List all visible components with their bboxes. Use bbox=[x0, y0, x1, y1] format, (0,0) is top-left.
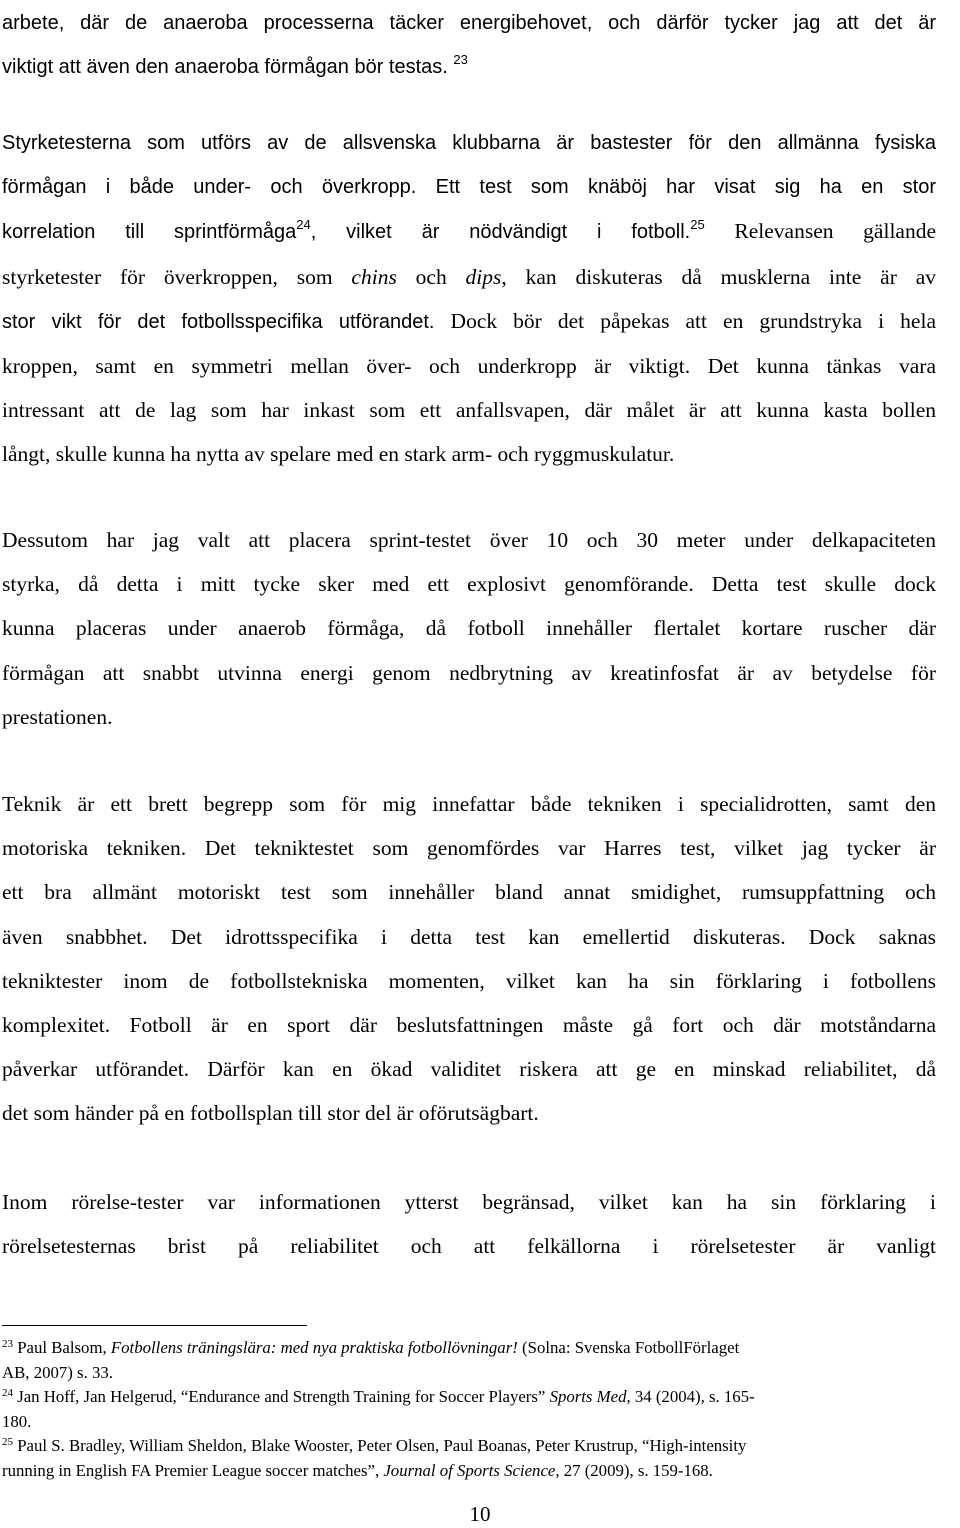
footnote-text: Jan Hoff, Jan Helgerud, “Endurance and Strength Training for Soccer Players” bbox=[13, 1387, 550, 1407]
footnotes bbox=[2, 1336, 942, 1484]
text-line bbox=[2, 209, 936, 254]
text-line: förmågan att snabbt utvinna energi genom nedbrytning av kreatinfosfat är av betydelse för bbox=[2, 660, 936, 685]
text-line bbox=[2, 165, 936, 209]
text-line: ett bra allmänt motoriskt test som innehåller bland annat smidighet, rumsuppfattning och bbox=[2, 880, 936, 905]
footnote-separator bbox=[2, 1325, 307, 1326]
footnote-number: 23 bbox=[2, 1338, 13, 1350]
text-line: kroppen, samt en symmetri mellan över- och underkropp är viktigt. Det kunna tänkas vara bbox=[2, 354, 936, 379]
paragraph-technique bbox=[2, 782, 936, 1136]
text-line: arbete, där de anaeroba processerna täcker energibehovet, och därför tycker jag att det är bbox=[2, 12, 936, 34]
paragraph-anaerobic bbox=[2, 1, 936, 89]
paragraph-sprint bbox=[2, 518, 936, 739]
text-line: prestationen. bbox=[2, 704, 113, 729]
footnote-text: AB, 2007) s. 33. bbox=[2, 1362, 113, 1382]
text-line: Styrketesterna som utförs av de allsvenska klubbarna är bastester för den allmänna fysiska bbox=[2, 132, 936, 154]
footnote-text: 27 (2009), s. 159-168. bbox=[559, 1460, 713, 1480]
footnote-ref: 24 bbox=[296, 217, 311, 233]
text-line: intressant att de lag som har inkast som ett anfallsvapen, där målet är att kunna kasta bollen bbox=[2, 398, 936, 423]
text-segment: och bbox=[396, 264, 466, 289]
footnote-25 bbox=[2, 1434, 942, 1483]
text-line: det som händer på en fotbollsplan till stor del är oförutsägbart. bbox=[2, 1101, 539, 1126]
footnote-text: Paul Balsom, bbox=[13, 1338, 111, 1357]
text-line: påverkar utförandet. Därför kan en ökad validitet riskera att ge en minskad reliabilitet, då bbox=[2, 1057, 936, 1082]
text-line: tekniktester inom de fotbollstekniska momenten, vilket kan ha sin förklaring i fotbollens bbox=[2, 968, 936, 993]
footnote-journal: Sports Med, bbox=[549, 1387, 631, 1407]
italic-term: chins bbox=[351, 264, 397, 289]
text-segment: viktigt att även den anaeroba förmågan bör testas. bbox=[2, 56, 448, 79]
paragraph-strength-tests bbox=[2, 121, 936, 477]
footnote-number: 24 bbox=[2, 1387, 13, 1400]
text-line: kunna placeras under anaerob förmåga, då fotboll innehåller flertalet kortare ruscher där bbox=[2, 616, 936, 641]
footnote-23 bbox=[2, 1336, 942, 1385]
text-line: långt, skulle kunna ha nytta av spelare med en stark arm- och ryggmuskulatur. bbox=[2, 442, 675, 467]
text-line: komplexitet. Fotboll är en sport där beslutsfattningen måste gå fort och där motståndarna bbox=[2, 1013, 936, 1038]
text-line bbox=[2, 299, 936, 344]
text-segment: styrketester för överkroppen, som bbox=[2, 264, 352, 289]
footnote-text: Paul S. Bradley, William Sheldon, Blake Wooster, Peter Olsen, Paul Boanas, Peter Krustrup, “High-intensity bbox=[13, 1436, 747, 1456]
footnote-text: 180. bbox=[2, 1411, 32, 1431]
paragraph-movement-tests bbox=[2, 1180, 936, 1268]
footnote-journal: Journal of Sports Science, bbox=[383, 1460, 560, 1480]
text-line: Dessutom har jag valt att placera sprint-testet över 10 och 30 meter under delkapaciteten bbox=[2, 528, 936, 552]
footnote-ref: 25 bbox=[690, 217, 705, 233]
text-line: motoriska tekniken. Det tekniktestet som genomfördes var Harres test, vilket jag tycker är bbox=[2, 836, 936, 861]
text-segment: Ett test som knäböj har visat sig ha en stor bbox=[435, 176, 936, 199]
text-line: även snabbhet. Det idrottsspecifika i detta test kan emellertid diskuteras. Dock saknas bbox=[2, 924, 936, 949]
page-number: 10 bbox=[469, 1502, 491, 1526]
footnote-text: 34 (2004), s. 165- bbox=[630, 1387, 755, 1407]
text-segment: Dock bör det påpekas att en grundstryka i hela bbox=[434, 308, 936, 333]
text-line: rörelsetesternas brist på reliabilitet och att felkällorna i rörelsetester är vanligt bbox=[2, 1234, 936, 1259]
text-segment: , kan diskuteras då musklerna inte är av bbox=[501, 264, 936, 289]
text-line bbox=[2, 45, 936, 89]
footnote-text: (Solna: Svenska FotbollFörlaget bbox=[517, 1338, 740, 1357]
text-segment: Relevansen gällande bbox=[704, 219, 937, 244]
text-line: styrka, då detta i mitt tycke sker med ett explosivt genomförande. Detta test skulle dock bbox=[2, 572, 936, 597]
text-segment: korrelation till sprintförmåga bbox=[2, 221, 297, 244]
text-segment: stor vikt för det fotbollsspecifika utförandet. bbox=[2, 310, 435, 333]
text-line: Teknik är ett brett begrepp som för mig innefattar både tekniken i specialidrotten, samt den bbox=[2, 792, 936, 816]
italic-term: dips bbox=[465, 264, 502, 289]
footnote-number: 25 bbox=[2, 1436, 13, 1449]
text-line: Inom rörelse-tester var informationen ytterst begränsad, vilket kan ha sin förklaring i bbox=[2, 1190, 936, 1214]
text-line bbox=[2, 255, 936, 299]
footnote-ref: 23 bbox=[453, 52, 468, 68]
text-segment: , vilket är nödvändigt i fotboll. bbox=[310, 221, 691, 244]
footnote-text: running in English FA Premier League soccer matches”, bbox=[2, 1460, 384, 1480]
footnote-title: Fotbollens träningslära: med nya praktiska fotbollövningar! bbox=[110, 1338, 518, 1357]
footnote-24 bbox=[2, 1385, 942, 1434]
text-segment: förmågan i både under- och överkropp. bbox=[2, 176, 436, 199]
